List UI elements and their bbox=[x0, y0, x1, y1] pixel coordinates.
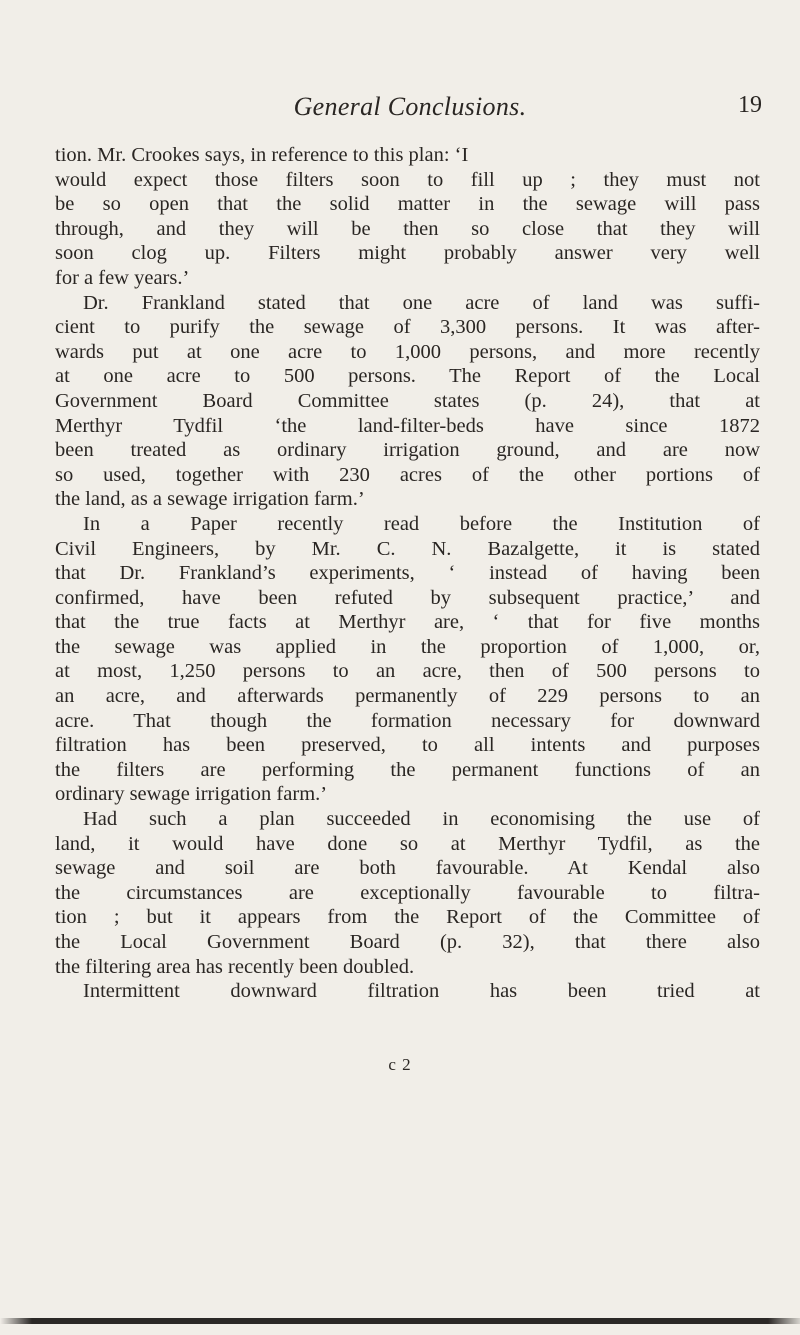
text-line: the filters are performing the permanent functions of an bbox=[55, 758, 760, 781]
text-line: Intermittent downward filtration has been tried at bbox=[83, 980, 760, 1003]
text-line: an acre, and afterwards permanently of 229 persons to an bbox=[55, 685, 760, 708]
text-line: the circumstances are exceptionally favourable to filtra- bbox=[55, 881, 760, 904]
text-line: acre. That though the formation necessary for downward bbox=[55, 709, 760, 732]
text-line: wards put at one acre to 1,000 persons, and more recently bbox=[55, 340, 760, 363]
text-line: would expect those filters soon to fill up ; they must not bbox=[55, 168, 760, 191]
signature-mark: c 2 bbox=[388, 1055, 412, 1074]
text-line: that Dr. Frankland’s experiments, ‘ instead of having been bbox=[55, 562, 760, 585]
body-text bbox=[55, 143, 760, 1004]
text-line: at one acre to 500 persons. The Report of the Local bbox=[55, 365, 760, 388]
text-line: been treated as ordinary irrigation ground, and are now bbox=[55, 439, 760, 462]
text-line: Dr. Frankland stated that one acre of land was suffi- bbox=[83, 291, 760, 314]
page-number: 19 bbox=[738, 92, 762, 118]
text-line: Civil Engineers, by Mr. C. N. Bazalgette, it is stated bbox=[55, 537, 760, 560]
text-line: be so open that the solid matter in the sewage will pass bbox=[55, 193, 760, 216]
text-line: that the true facts at Merthyr are, ‘ that for five months bbox=[55, 611, 760, 634]
text-line: cient to purify the sewage of 3,300 persons. It was after- bbox=[55, 316, 760, 339]
text-line: ordinary sewage irrigation farm.’ bbox=[55, 783, 328, 806]
text-line: confirmed, have been refuted by subsequent practice,’ and bbox=[55, 586, 760, 609]
text-line: Merthyr Tydfil ‘the land-filter-beds have since 1872 bbox=[55, 414, 760, 437]
text-line: the sewage was applied in the proportion of 1,000, or, bbox=[55, 635, 760, 658]
text-line: Had such a plan succeeded in economising the use of bbox=[83, 808, 760, 831]
text-line: tion. Mr. Crookes says, in reference to this plan: ‘I bbox=[55, 144, 469, 166]
text-line: filtration has been preserved, to all intents and purposes bbox=[55, 734, 760, 757]
text-line: sewage and soil are both favourable. At Kendal also bbox=[55, 857, 760, 880]
text-line: the Local Government Board (p. 32), that there also bbox=[55, 931, 760, 953]
page-edge-rule bbox=[0, 1318, 800, 1324]
text-line: soon clog up. Filters might probably answer very well bbox=[55, 242, 760, 265]
text-line: through, and they will be then so close that they will bbox=[55, 217, 760, 240]
text-line: for a few years.’ bbox=[55, 266, 190, 289]
text-line: the land, as a sewage irrigation farm.’ bbox=[55, 488, 365, 511]
text-line: so used, together with 230 acres of the other portions of bbox=[55, 463, 760, 486]
text-line: the filtering area has recently been doubled. bbox=[55, 955, 415, 978]
text-line: at most, 1,250 persons to an acre, then of 500 persons to bbox=[55, 660, 760, 683]
running-title: General Conclusions. bbox=[293, 92, 527, 121]
running-head bbox=[0, 92, 800, 124]
text-line: In a Paper recently read before the Institution of bbox=[83, 512, 760, 535]
text-line: land, it would have done so at Merthyr Tydfil, as the bbox=[55, 832, 760, 855]
text-line: tion ; but it appears from the Report of the Committee of bbox=[55, 906, 760, 929]
text-line: Government Board Committee states (p. 24), that at bbox=[55, 389, 760, 412]
